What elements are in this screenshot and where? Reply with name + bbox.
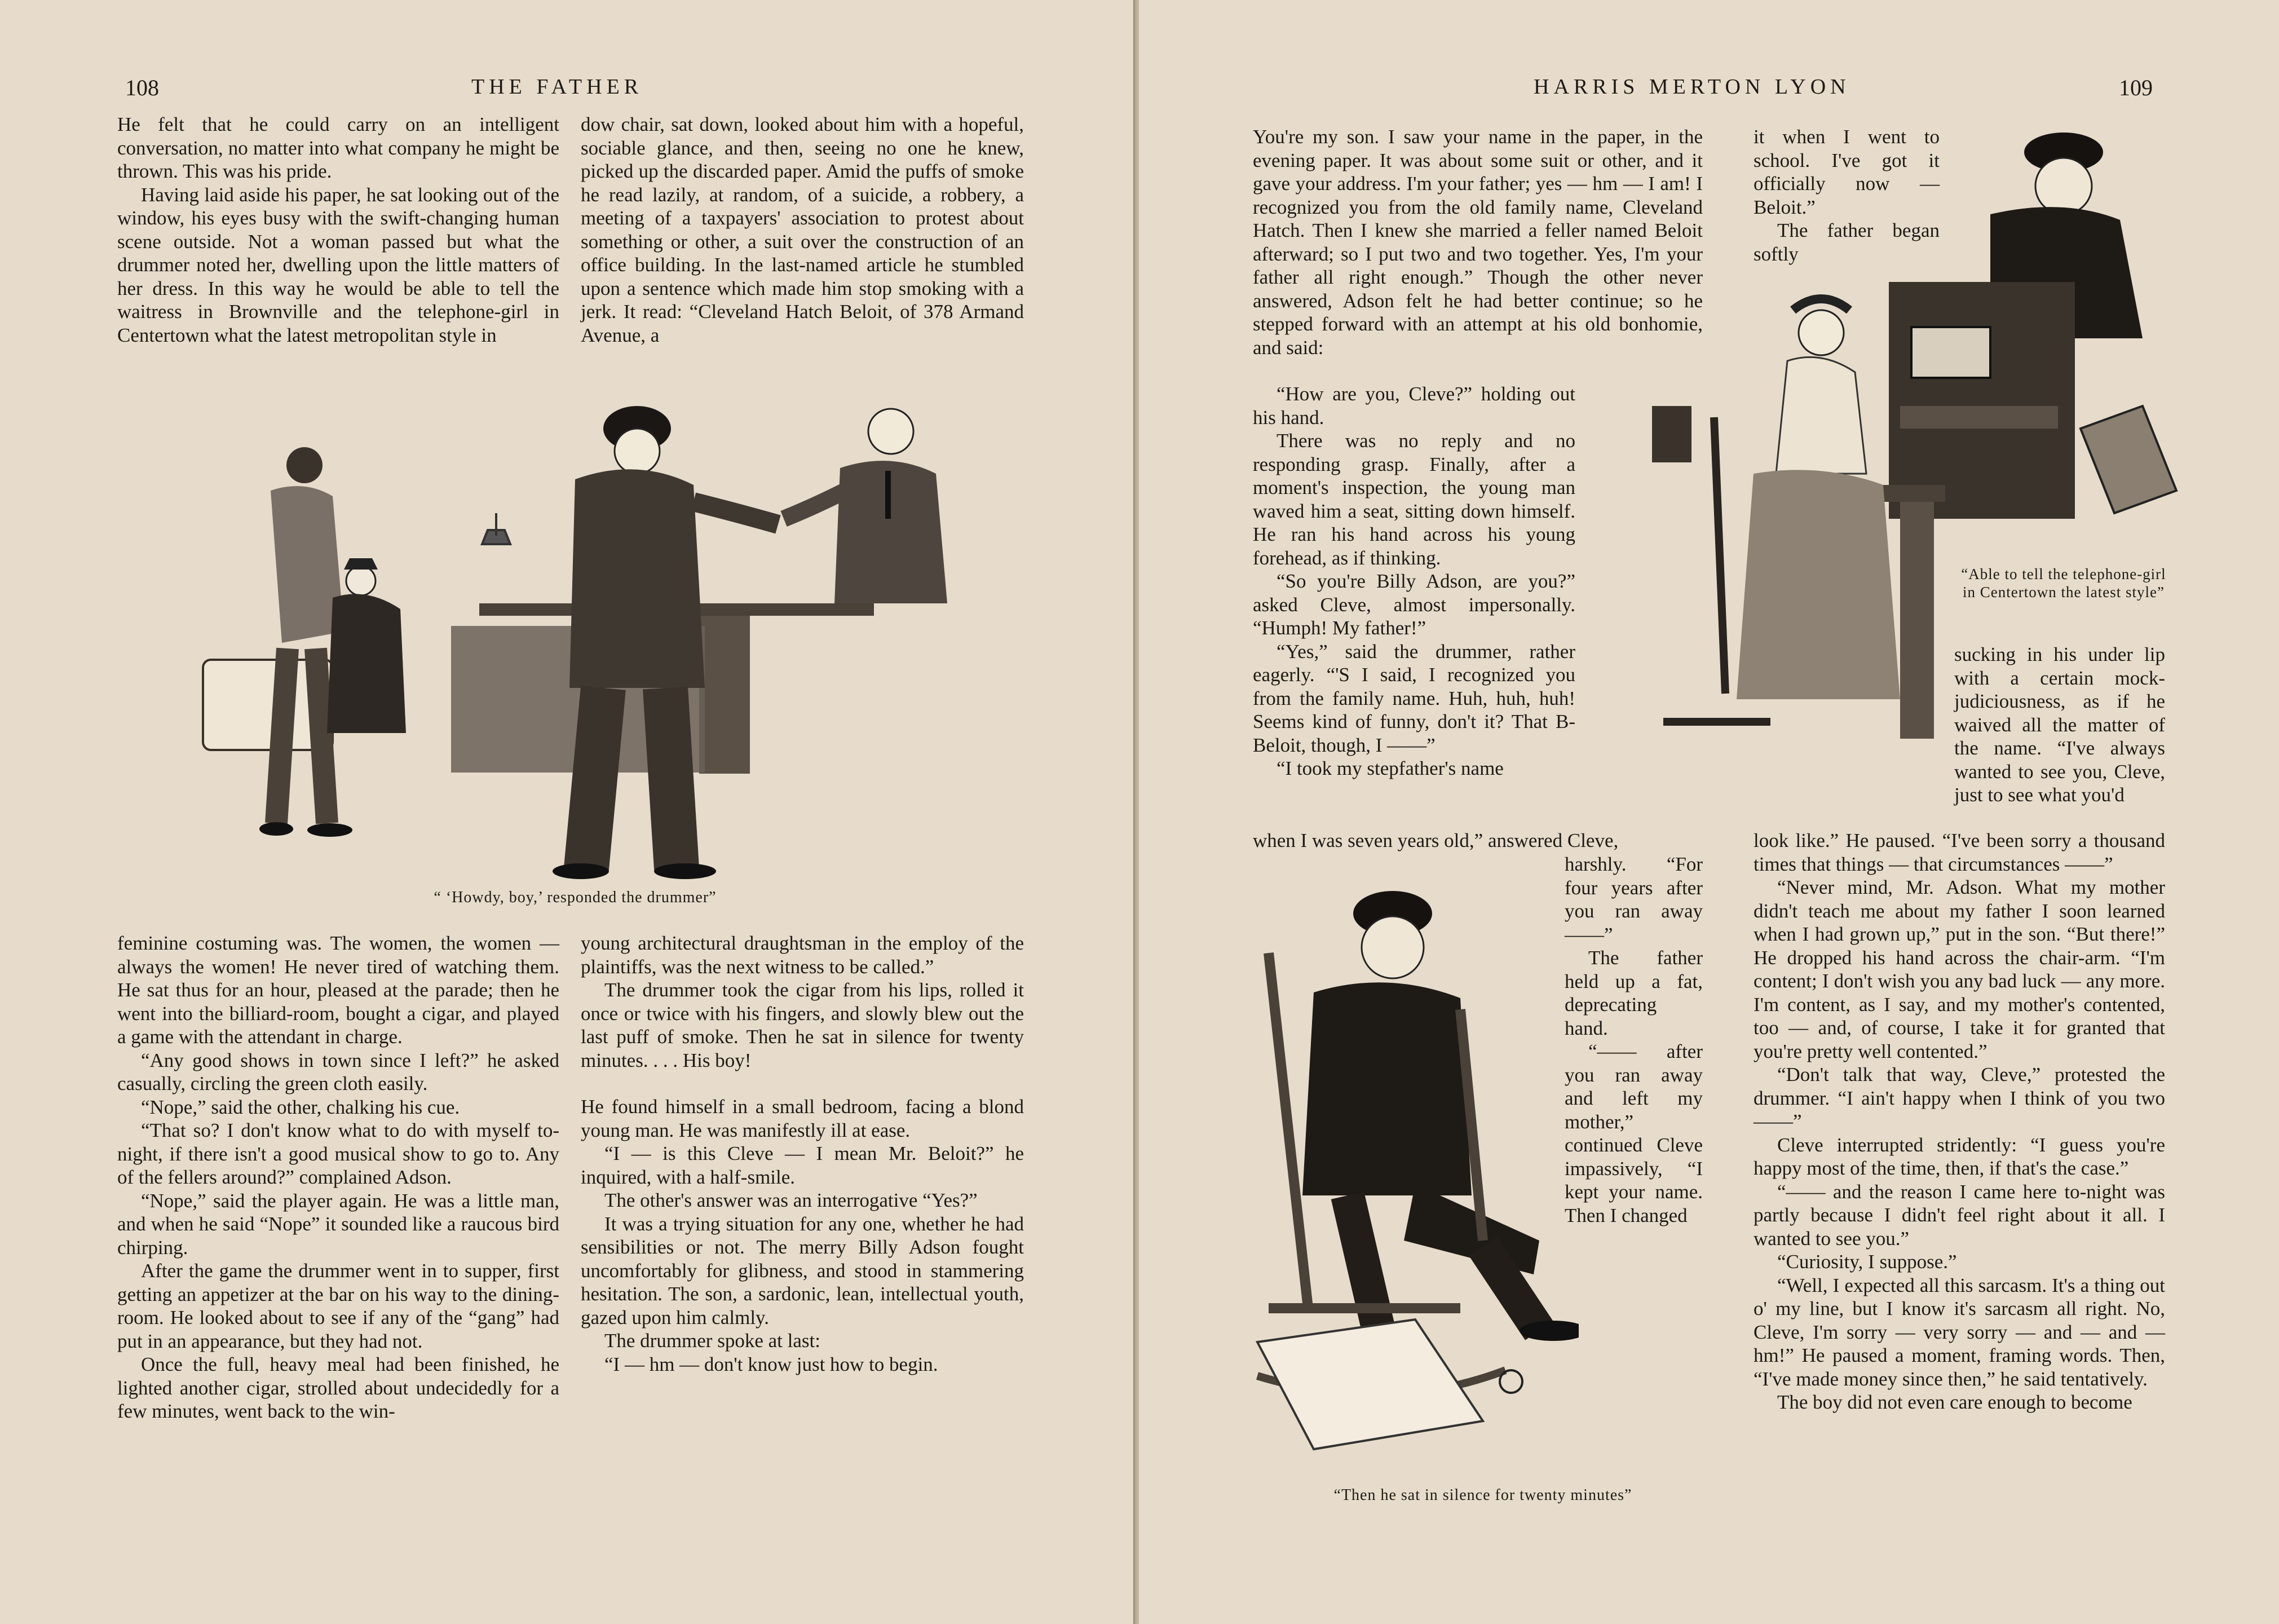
paragraph: The drummer took the cigar from his lips, rolled it once or twice with his fingers, and slowly blew out the last puff of smoke. Then he sat in silence for twenty minutes. . . . His boy! bbox=[581, 979, 1024, 1071]
illustration-caption: “ ‘Howdy, boy,’ responded the drummer” bbox=[434, 889, 717, 906]
paragraph: Cleve interrupted stridently: “I guess you're happy most of the time, then, if that's the case.” bbox=[1754, 1133, 2165, 1179]
paragraph: “—— and the reason I came here to-night was partly because I didn't feel right about it all. I wanted to see you.” bbox=[1754, 1180, 2165, 1250]
running-head: HARRIS MERTON LYON bbox=[1534, 75, 1850, 99]
paragraph: look like.” He paused. “I've been sorry a thousand times that things — that circumstances ——” bbox=[1754, 829, 2165, 875]
text-line bbox=[1253, 829, 1703, 853]
running-head: THE FATHER bbox=[471, 75, 643, 99]
paragraph: “So you're Billy Adson, are you?” asked Cleve, almost impersonally. “Humph! My father!” bbox=[1253, 570, 1575, 639]
left-page bbox=[0, 0, 1133, 1624]
text-column-top-1 bbox=[117, 113, 559, 347]
paragraph: harshly. “For four years after you ran away ——” bbox=[1565, 853, 1703, 946]
text-column-bottom-2 bbox=[581, 932, 1024, 1376]
section-break bbox=[581, 1072, 1024, 1095]
paragraph: “—— after you ran away and left my mother,” continued Cleve impassively, “I kept your name. Then I changed bbox=[1565, 1040, 1703, 1226]
paragraph: it when I went to school. I've got it officially now — Beloit.” bbox=[1754, 126, 1940, 218]
paragraph: dow chair, sat down, looked about him with a hopeful, sociable glance, and then, seeing no one he knew, picked up the discarded paper. Amid the puffs of smoke he read lazily, at random, of a suicide, a robbery, a meeting of a taxpayers' association to protest about something or other, a suit over the construction of an office building. In the last-named article he stumbled upon a sentence which made him stop smoking with a jerk. It read: “Cleveland Hatch Beloit, of 378 Armand Avenue, a bbox=[581, 113, 1024, 346]
paragraph: There was no reply and no responding grasp. Finally, after a moment's inspection, the young man waved him a seat, sitting down himself. He ran his hand across his young forehead, as if thinking. bbox=[1253, 430, 1575, 569]
paragraph: He found himself in a small bedroom, facing a blond young man. He was manifestly ill at ease. bbox=[581, 1096, 1024, 1141]
text-column-1-narrow bbox=[1253, 382, 1575, 780]
illustration-caption: “Then he sat in silence for twenty minutes” bbox=[1333, 1486, 1632, 1504]
paragraph: Having laid aside his paper, he sat looking out of the window, his eyes busy with the swift-changing human scene outside. Not a woman passed but what the drummer noted her, dwelling upon the little matters of her dress. In this way he would be able to tell the waitress in Brownville and the telephone-girl in Centertown what the latest metropolitan style in bbox=[117, 183, 559, 346]
paragraph: It was a trying situation for any one, whether he had sensibilities or not. The merry Billy Adson fought uncomfortably for glibness, and stood in stammering hesitation. The son, a sardonic, lean, intellectual youth, gazed upon him calmly. bbox=[581, 1212, 1024, 1329]
paragraph: “Never mind, Mr. Adson. What my mother didn't teach me about my father I soon learned when I had grown up,” put in the son. “But there!” He dropped his hand across the chair-arm. “I'm content; I don't wish you any bad luck — any more. I'm content, as I say, and my mother's contented, too — and, of course, I take it for granted that you're pretty well contented.” bbox=[1754, 876, 2165, 1062]
paragraph: “I — is this Cleve — I mean Mr. Beloit?” he inquired, with a half-smile. bbox=[581, 1142, 1024, 1188]
paragraph: The boy did not even care enough to become bbox=[1777, 1391, 2132, 1413]
paragraph: “Any good shows in town since I left?” he asked casually, circling the green cloth easily. bbox=[117, 1049, 559, 1095]
paragraph: “How are you, Cleve?” holding out his hand. bbox=[1253, 383, 1575, 429]
paragraph: He felt that he could carry on an intelligent conversation, no matter into what company he might be thrown. This was his pride. bbox=[117, 113, 559, 182]
text-column-bottom-1 bbox=[117, 932, 559, 1423]
paragraph: “Don't talk that way, Cleve,” protested the drummer. “I ain't happy when I think of you two ——” bbox=[1754, 1063, 2165, 1132]
paragraph: young architectural draughtsman in the employ of the plaintiffs, was the next witness to be called.” bbox=[581, 932, 1024, 978]
paragraph: “I took my stepfather's name bbox=[1277, 757, 1504, 779]
paragraph: The drummer spoke at last: bbox=[604, 1330, 820, 1352]
paragraph: “That so? I don't know what to do with myself to-night, if there isn't a good musical show to go to. Any of the fellers around?” complained Adson. bbox=[117, 1119, 559, 1188]
paragraph: “Curiosity, I suppose.” bbox=[1777, 1251, 1957, 1273]
paragraph: sucking in his under lip with a certain mock-judiciousness, as if he waived all the matter of the name. “I've always wanted to see you, Cleve, just to see what you'd bbox=[1954, 643, 2165, 806]
paragraph: “Nope,” said the player again. He was a little man, and when he said “Nope” it sounded like a raucous bird chirping. bbox=[117, 1189, 559, 1259]
paragraph: when I was seven years old,” answered Cleve, bbox=[1253, 829, 1619, 851]
paragraph: The other's answer was an interrogative “Yes?” bbox=[604, 1189, 978, 1211]
text-column-2-full bbox=[1754, 829, 2165, 1414]
paragraph: The father held up a fat, deprecating hand. bbox=[1565, 947, 1703, 1039]
illustration-handshake bbox=[135, 395, 1026, 880]
paragraph: The father began softly bbox=[1754, 219, 1940, 265]
page-number: 109 bbox=[2119, 75, 2153, 100]
text-column-1-wrap bbox=[1565, 853, 1703, 1227]
paragraph: Once the full, heavy meal had been finished, he lighted another cigar, strolled about undecidedly for a few minutes, went back to the win- bbox=[117, 1353, 559, 1422]
illustration-caption: “Able to tell the telephone-girl in Centertown the latest style” bbox=[1961, 566, 2166, 601]
page-number: 108 bbox=[125, 75, 159, 100]
text-column-top-2 bbox=[581, 113, 1024, 347]
paragraph: “Yes,” said the drummer, rather eagerly. “'S I said, I recognized you from the family name. Huh, huh, huh! Seems kind of funny, don't it? That B-Beloit, though, I ——” bbox=[1253, 640, 1575, 756]
paragraph: “Well, I expected all this sarcasm. It's a thing out o' my line, but I know it's sarcasm all right. No, Cleve, I'm sorry — very sorry — and — and — hm!” He paused a moment, framing words. Then, “I've made money since then,” he said tentatively. bbox=[1754, 1274, 2165, 1390]
right-page bbox=[1139, 0, 2279, 1624]
illustration-telephone-girl bbox=[1584, 124, 2193, 818]
illustration-seated-father bbox=[1246, 880, 1579, 1472]
paragraph: “I — hm — don't know just how to begin. bbox=[604, 1353, 938, 1375]
paragraph: After the game the drummer went in to supper, first getting an appetizer at the bar on his way to the dining-room. He looked about to see if any of the “gang” had put in an appearance, but they had not. bbox=[117, 1260, 559, 1352]
paragraph: “Nope,” said the other, chalking his cue. bbox=[141, 1096, 460, 1118]
paragraph: feminine costuming was. The women, the women — always the women! He never tired of watching them. He sat thus for an hour, pleased at the parade; then he went into the billiard-room, bought a cigar, and played a game with the attendant in charge. bbox=[117, 932, 559, 1048]
paragraph: You're my son. I saw your name in the paper, in the evening paper. It was about some suit or other, and it gave your address. I'm your father; yes — hm — I am! I recognized you from the old family name, Cleveland Hatch. Then I knew she married a feller named Beloit afterward; so I put two and two together. Yes, I'm your father all right enough.” Though the other never answered, Adson felt he had better continue; so he stepped forward with an attempt at his old bonhomie, and said: bbox=[1253, 126, 1703, 359]
